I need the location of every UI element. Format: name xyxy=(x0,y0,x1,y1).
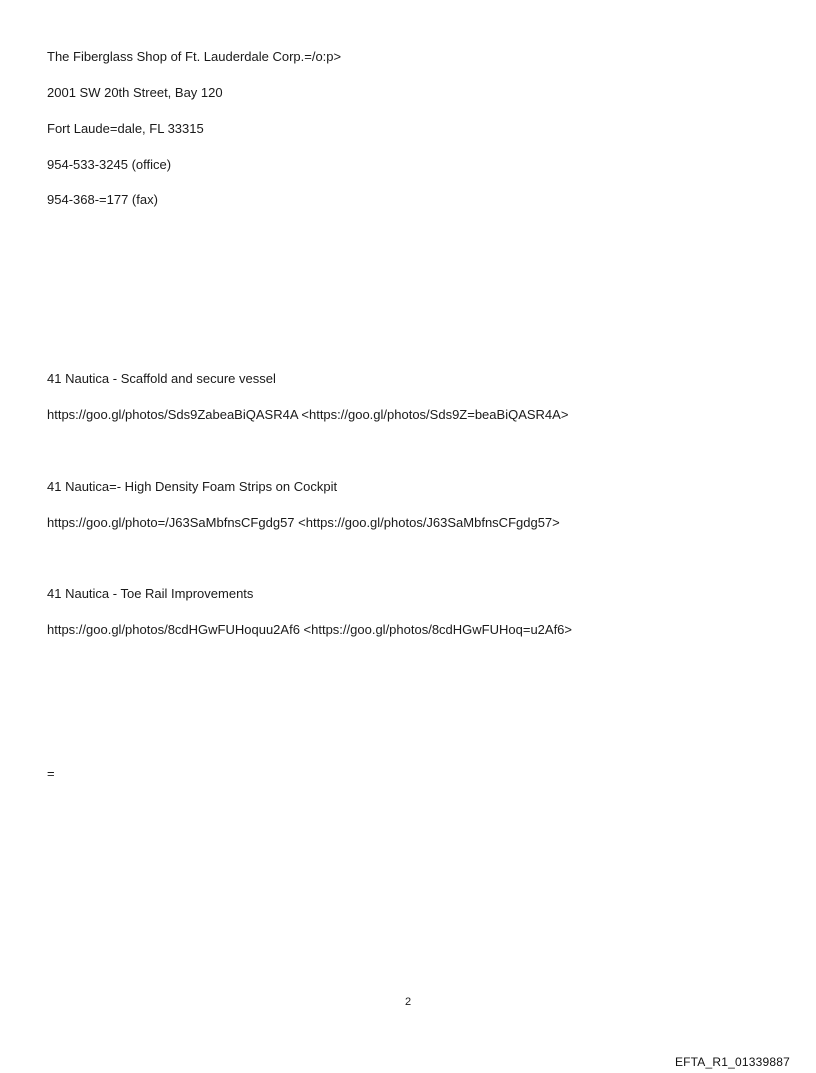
photo-item-title: 41 Nautica - Toe Rail Improvements xyxy=(47,586,254,601)
page-number: 2 xyxy=(404,996,412,1008)
photo-item-title: 41 Nautica=- High Density Foam Strips on Cockpit xyxy=(47,479,338,494)
company-name: The Fiberglass Shop of Ft. Lauderdale Corp.=/o:p> xyxy=(47,49,342,64)
photo-item-url: https://goo.gl/photo=/J63SaMbfnsCFgdg57 <https://goo.gl/photos/J63SaMbfnsCFgdg57> xyxy=(47,515,560,530)
city-state-zip: Fort Laude=dale, FL 33315 xyxy=(47,121,204,136)
street-address: 2001 SW 20th Street, Bay 120 xyxy=(47,85,223,100)
photo-item-url: https://goo.gl/photos/Sds9ZabeaBiQASR4A <https://goo.gl/photos/Sds9Z=beaBiQASR4A> xyxy=(47,407,569,422)
trailing-character: = xyxy=(47,766,55,781)
photo-item-title: 41 Nautica - Scaffold and secure vessel xyxy=(47,371,276,386)
document-id: EFTA_R1_01339887 xyxy=(674,1055,790,1069)
photo-item-url: https://goo.gl/photos/8cdHGwFUHoquu2Af6 <https://goo.gl/photos/8cdHGwFUHoq=u2Af6> xyxy=(47,622,573,637)
fax-number: 954-368-=177 (fax) xyxy=(47,192,158,207)
office-phone: 954-533-3245 (office) xyxy=(47,157,172,172)
